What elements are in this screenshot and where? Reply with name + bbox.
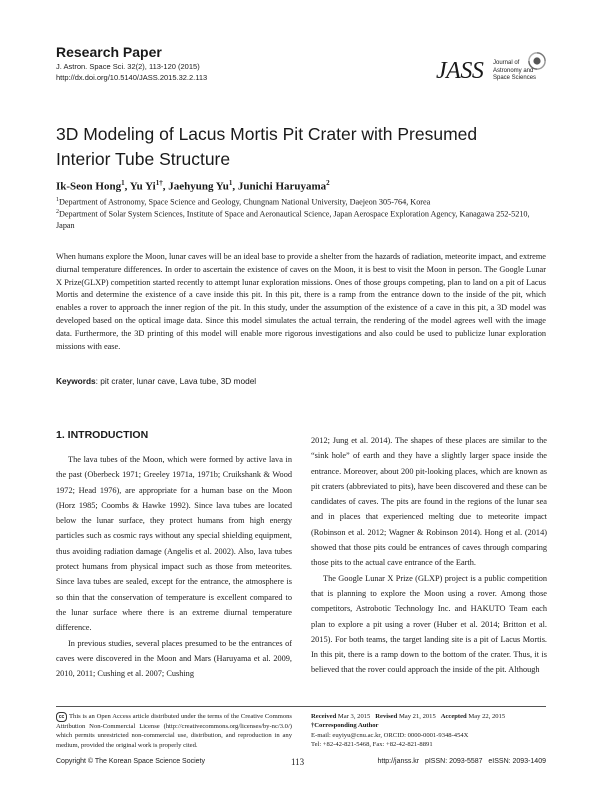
title-line: 3D Modeling of Lacus Mortis Pit Crater with Presumed [56,124,478,144]
paper-type: Research Paper [56,44,162,60]
keywords-label: Keywords [56,376,96,386]
affiliation-sup: 2 [56,209,59,215]
author-name: Ik-Seon Hong [56,180,122,193]
accepted-label: Accepted [440,713,467,720]
logo-subtitle-line: Astronomy and [493,67,534,74]
doi-link[interactable]: http://dx.doi.org/10.5140/JASS.2015.32.2.113 [56,73,208,82]
author-name: Junichi Haruyama [237,180,327,193]
author-sup: 1 [228,179,233,187]
author-name: Yu Yi [129,180,156,193]
tel-line: Tel: +82-42-821-5468, Fax: +82-42-821-8891 [311,740,433,748]
body-column-right [311,433,547,678]
footnote-divider [56,706,546,707]
affiliation-sup: 1 [56,197,59,203]
received-label: Received [311,713,337,720]
footer-copyright: Copyright © The Korean Space Science Society [56,758,205,765]
affiliation [56,207,546,232]
author-sup: 1 [121,179,125,187]
paragraph: The Google Lunar X Prize (GLXP) project is a public competition that is planning to explore the Moon using a rover. Among those competitors, Astrobotic Technology Inc. and HAKUTO Team each plan to explore a pit using a rover (Huber et al. 2014; Britton et al. 2015). For both teams, the target landing site is a pit of Lacus Mortis. In this pit, there is a ramp down to the bottom of the crater. Thus, it is believed that the rover could approach the inside of the pit. Although [311,573,547,675]
corresponding-label: †Corresponding Author [311,722,379,730]
cc-icon: cc [56,712,67,722]
paper-title [56,122,526,172]
affiliation-text: Department of Astronomy, Space Science and Geology, Chungnam National University, Daejeon 305-764, Korea [59,197,431,207]
keywords [56,376,256,386]
license-text: This is an Open Access article distributed under the terms of the Creative Commons Attribution Non-Commercial License (http://creativecommons.org/licenses/by-nc/3.0/) which permits unrestricted non-commercial use, distribution, and reproduction in any medium, provided the original work is properly cited. [56,713,292,749]
received-date: Mar 3, 2015 [337,713,371,720]
citation: J. Astron. Space Sci. 32(2), 113-120 (2015) [56,62,200,71]
author-list: Ik-Seon Hong$^1$, Yu $Yi^{1\dagger}$, Jaehyung Yu$^1$, Junichi Haruyama$^2$ [56,179,330,193]
journal-logo [436,52,546,100]
footer-issn[interactable]: http://janss.kr pISSN: 2093-5587 eISSN: 2093-1409 [377,758,546,765]
date-line [311,712,547,721]
body-column-left [56,452,292,681]
email-line[interactable]: E-mail: euyiyu@cnu.ac.kr, ORCID: 0000-0001-9348-454X [311,731,469,739]
author-sup: 2 [326,179,330,187]
section-heading: 1. INTRODUCTION [56,429,149,441]
author-sup: 1† [155,179,163,187]
paragraph: The lava tubes of the Moon, which were formed by active lava in the past (Oberbeck 1971; Greeley 1971a, 1971b; Cruikshank & Wood 1972; Head 1976), are appropriate for a human base on the Moon (Horz 1985; Coombs & Hawke 1992). Since lava tubes are located below the lunar surface, they protect humans from high energy particles such as cosmic rays without any special shielding equipment, thus avoiding radiation damage (Angelis et al. 2002). Also, lava tubes protect humans from physical impact such as those from meteorites. Since lava tubes are sealed, except for the entrance, the atmosphere is so thin that the conservation of temperature is excellent compared to the lunar surface where there is an extreme diurnal temperature difference. [56,455,292,633]
logo-swirl-icon [528,52,546,70]
page-number: 113 [291,757,305,767]
license-note [56,712,292,750]
paragraph: 2012; Jung et al. 2014). The shapes of these places are similar to the “sink hole” of earth and they have a slightly larger space inside the entrance. Moreover, about 200 pit-looking places, which are known as pit craters (abbreviated to pits), have been discovered and these can be candidates of caves. The pits are found in the regions of the lunar sea and in places that experienced melting due to meteorite impact (Robinson et al. 2012; Wagner & Robinson 2014). Hong et al. (2014) showed that those pits could be entrances of caves through comparing those pits to the actual cave entrance of the Earth. [311,436,547,568]
article-info [311,712,547,749]
keywords-text: : pit crater, lunar cave, Lava tube, 3D model [95,376,257,386]
title-line: Interior Tube Structure [56,149,231,169]
accepted-date: May 22, 2015 [468,713,506,720]
revised-date: May 21, 2015 [398,713,436,720]
logo-mark: JASS [436,58,484,84]
corresponding-author [311,721,547,730]
paragraph: In previous studies, several places presumed to be the entrances of caves were discovered in the Moon and Mars (Haruyama et al. 2009, 2010, 2011; Cushing et al. 2007; Cushing [56,638,292,679]
author-name: Jaehyung Yu [168,180,229,193]
abstract: When humans explore the Moon, lunar caves will be an ideal base to provide a shelter from the hazards of radiation, meteorite impact, and extreme diurnal temperature differences. In order to ascertain the existence of caves on the Moon, it is best to visit the Moon in person. The Google Lunar X Prize(GLXP) competition started recently to attempt lunar exploration missions. Ones of those groups competing, plan to land on a pit of Lacus Mortis and determine the existence of a cave inside this pit. In this pit, there is a ramp from the entrance down to the inside of the pit, which enables a rover to approach the inner region of the pit. In this study, under the assumption of the existence of a cave in this pit, a 3D model was developed based on the optical image data. Since this model simulates the actual terrain, the rendering of the model agrees well with the image data. Furthermore, the 3D printing of this model will enable more rigorous investigations and also could be used to publicize lunar exploration missions with ease. [56,252,546,351]
logo-subtitle-line: Journal of [493,60,520,66]
logo-subtitle-line: Space Sciences [493,75,537,81]
revised-label: Revised [375,713,398,720]
affiliation-text: Department of Solar System Sciences, Institute of Space and Aeronautical Science, Japan Aerospace Exploration Agency, Kanagawa 252-5210, Japan [56,209,530,231]
